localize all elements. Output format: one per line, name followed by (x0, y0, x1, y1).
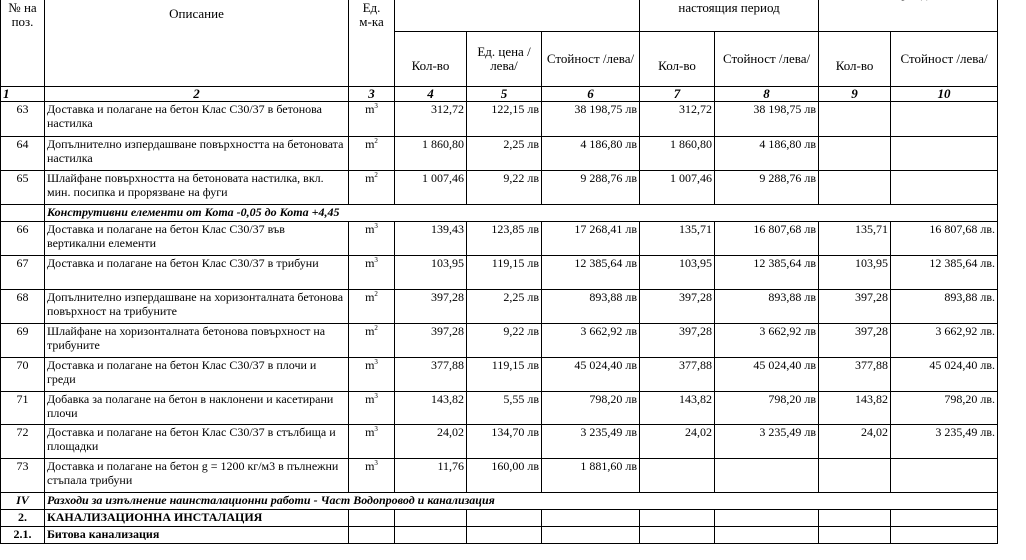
column-number: 6 (542, 87, 640, 102)
quantity-period-cell: 135,71 (640, 222, 715, 256)
description-cell: Добавка за полагане на бетон в наклонени и касетирани плочи (45, 392, 349, 425)
value-cumulative-cell (891, 102, 998, 137)
position-cell: 68 (1, 290, 45, 324)
unit-cell: $m^3$ (349, 102, 395, 137)
value-period-cell (715, 459, 819, 493)
value-cumulative-cell (891, 137, 998, 171)
quantity-period-cell: 1 007,46 (640, 171, 715, 205)
header-value-period: Стойност /лева/ (715, 32, 819, 87)
quantity-cell: 143,82 (395, 392, 467, 425)
value-cumulative-cell: 45 024,40 лв. (891, 358, 998, 392)
quantity-cell: 24,02 (395, 425, 467, 459)
empty-cell (819, 527, 891, 544)
empty-cell (715, 527, 819, 544)
quantity-cell: 312,72 (395, 102, 467, 137)
value-period-cell: 4 186,80 лв (715, 137, 819, 171)
quantity-cumulative-cell (819, 459, 891, 493)
quantity-cumulative-cell (819, 171, 891, 205)
quantity-cumulative-cell: 135,71 (819, 222, 891, 256)
value-period-cell: 3 235,49 лв (715, 425, 819, 459)
value-cell: 1 881,60 лв (542, 459, 640, 493)
table-row (1, 358, 998, 392)
quantity-period-cell: 24,02 (640, 425, 715, 459)
position-cell: 66 (1, 222, 45, 256)
description-cell: Доставка и полагане на бетон g = 1200 кг/м3 в пълнежни стъпала трибуни (45, 459, 349, 493)
part-iv-row (1, 493, 998, 510)
header-pos: № на поз. (1, 0, 45, 87)
subsection-2-row-number: 2. (1, 510, 45, 527)
unit-cell: $m^2$ (349, 137, 395, 171)
value-cumulative-cell: 12 385,64 лв. (891, 256, 998, 290)
unit-price-cell: 134,70 лв (467, 425, 542, 459)
empty-cell (640, 527, 715, 544)
header-row-top (1, 0, 998, 32)
section-pos-cell (1, 205, 45, 222)
column-number: 5 (467, 87, 542, 102)
unit-price-cell: 119,15 лв (467, 358, 542, 392)
header-value: Стойност /лева/ (542, 32, 640, 87)
value-period-cell: 893,88 лв (715, 290, 819, 324)
value-cell: 4 186,80 лв (542, 137, 640, 171)
header-value-cumulative: Стойност /лева/ (891, 32, 998, 87)
quantity-cell: 139,43 (395, 222, 467, 256)
empty-cell (395, 510, 467, 527)
quantity-cell: 11,76 (395, 459, 467, 493)
empty-cell (467, 527, 542, 544)
quantity-cumulative-cell: 143,82 (819, 392, 891, 425)
position-cell: 69 (1, 324, 45, 358)
table-row (1, 425, 998, 459)
value-cell: 17 268,41 лв (542, 222, 640, 256)
quantity-cumulative-cell (819, 137, 891, 171)
value-cell: 893,88 лв (542, 290, 640, 324)
unit-price-cell: 9,22 лв (467, 324, 542, 358)
quantity-cell: 1 860,80 (395, 137, 467, 171)
description-cell: Допълнително изпердашване на хоризонталната бетонова повърхност на трибуните (45, 290, 349, 324)
position-cell: 72 (1, 425, 45, 459)
column-number: 10 (891, 87, 998, 102)
value-cumulative-cell (891, 459, 998, 493)
section-row (1, 205, 998, 222)
unit-cell: $m^2$ (349, 171, 395, 205)
unit-cell: $m^3$ (349, 459, 395, 493)
unit-price-cell: 123,85 лв (467, 222, 542, 256)
value-period-cell: 798,20 лв (715, 392, 819, 425)
quantity-cumulative-cell: 397,28 (819, 324, 891, 358)
quantity-period-cell: 397,28 (640, 324, 715, 358)
header-contract-group (395, 0, 640, 32)
unit-price-cell: 9,22 лв (467, 171, 542, 205)
description-cell: Допълнително изпердашване повърхността на бетоновата настилка (45, 137, 349, 171)
quantity-period-cell: 312,72 (640, 102, 715, 137)
value-cumulative-cell: 798,20 лв. (891, 392, 998, 425)
position-cell: 64 (1, 137, 45, 171)
empty-cell (542, 510, 640, 527)
header-qty-period: Кол-во (640, 32, 715, 87)
column-number: 4 (395, 87, 467, 102)
empty-cell (715, 510, 819, 527)
quantity-cell: 397,28 (395, 290, 467, 324)
subsection-2-1-row-number: 2.1. (1, 527, 45, 544)
empty-cell (349, 527, 395, 544)
unit-price-cell: 5,55 лв (467, 392, 542, 425)
table-row (1, 324, 998, 358)
value-cell: 12 385,64 лв (542, 256, 640, 290)
empty-cell (542, 527, 640, 544)
value-period-cell: 38 198,75 лв (715, 102, 819, 137)
unit-cell: $m^2$ (349, 290, 395, 324)
column-number: 3 (349, 87, 395, 102)
table-row (1, 102, 998, 137)
subsection-2-1-row (1, 527, 998, 544)
part-iv-row-title: Разходи за изпълнение наинсталационни работи - Част Водопровод и канализация (45, 493, 998, 510)
quantity-cumulative-cell: 24,02 (819, 425, 891, 459)
position-cell: 73 (1, 459, 45, 493)
column-number: 2 (45, 87, 349, 102)
value-cell: 3 662,92 лв (542, 324, 640, 358)
table-row (1, 392, 998, 425)
description-cell: Доставка и полагане на бетон Клас С30/37 в стълбища и площадки (45, 425, 349, 459)
position-cell: 65 (1, 171, 45, 205)
quantity-cumulative-cell: 103,95 (819, 256, 891, 290)
empty-cell (395, 527, 467, 544)
column-number: 8 (715, 87, 819, 102)
description-cell: Доставка и полагане на бетон Клас С30/37 в бетонова настилка (45, 102, 349, 137)
subsection-2-1-row-title: Битова канализация (45, 527, 349, 544)
unit-price-cell: 2,25 лв (467, 137, 542, 171)
empty-cell (891, 510, 998, 527)
empty-cell (349, 510, 395, 527)
description-cell: Шлайфане на хоризонталната бетонова повърхност на трибуните (45, 324, 349, 358)
quantity-cell: 1 007,46 (395, 171, 467, 205)
value-cell: 3 235,49 лв (542, 425, 640, 459)
unit-price-cell: 160,00 лв (467, 459, 542, 493)
table-row (1, 137, 998, 171)
table-row (1, 290, 998, 324)
part-iv-row-number: IV (1, 493, 45, 510)
table-row (1, 256, 998, 290)
quantity-cell: 397,28 (395, 324, 467, 358)
subsection-2-row-title: КАНАЛИЗАЦИОННА ИНСТАЛАЦИЯ (45, 510, 349, 527)
header-qty-cumulative: Кол-во (819, 32, 891, 87)
column-number: 1 (1, 87, 45, 102)
value-cell: 798,20 лв (542, 392, 640, 425)
description-cell: Доставка и полагане на бетон Клас С30/37 във вертикални елементи (45, 222, 349, 256)
empty-cell (819, 510, 891, 527)
unit-price-cell: 2,25 лв (467, 290, 542, 324)
unit-cell: $m^2$ (349, 324, 395, 358)
value-period-cell: 3 662,92 лв (715, 324, 819, 358)
header-qty: Кол-во (395, 32, 467, 87)
quantity-cumulative-cell (819, 102, 891, 137)
column-number: 9 (819, 87, 891, 102)
position-cell: 67 (1, 256, 45, 290)
value-period-cell: 9 288,76 лв (715, 171, 819, 205)
quantity-period-cell: 377,88 (640, 358, 715, 392)
section-title: Конструтивни елементи от Кота -0,05 до Кота +4,45 (45, 205, 998, 222)
unit-cell: $m^3$ (349, 425, 395, 459)
value-cell: 9 288,76 лв (542, 171, 640, 205)
unit-cell: $m^3$ (349, 222, 395, 256)
quantity-period-cell: 103,95 (640, 256, 715, 290)
empty-cell (640, 510, 715, 527)
header-unit-price: Ед. цена /лева/ (467, 32, 542, 87)
description-cell: Доставка и полагане на бетон Клас С30/37 в плочи и греди (45, 358, 349, 392)
quantity-period-cell: 397,28 (640, 290, 715, 324)
value-cumulative-cell: 3 235,49 лв. (891, 425, 998, 459)
header-period (819, 0, 998, 32)
value-cell: 38 198,75 лв (542, 102, 640, 137)
header-current-period: настоящия период (640, 0, 819, 32)
value-cell: 45 024,40 лв (542, 358, 640, 392)
empty-cell (467, 510, 542, 527)
header-description: Описание (45, 0, 349, 87)
value-period-cell: 16 807,68 лв (715, 222, 819, 256)
table-row (1, 222, 998, 256)
unit-price-cell: 122,15 лв (467, 102, 542, 137)
quantity-period-cell (640, 459, 715, 493)
subsection-2-row (1, 510, 998, 527)
value-period-cell: 45 024,40 лв (715, 358, 819, 392)
value-cumulative-cell: 893,88 лв. (891, 290, 998, 324)
value-period-cell: 12 385,64 лв (715, 256, 819, 290)
quantity-cell: 377,88 (395, 358, 467, 392)
unit-cell: $m^3$ (349, 392, 395, 425)
table-row (1, 171, 998, 205)
value-cumulative-cell: 16 807,68 лв. (891, 222, 998, 256)
value-cumulative-cell: 3 662,92 лв. (891, 324, 998, 358)
position-cell: 71 (1, 392, 45, 425)
quantity-cell: 103,95 (395, 256, 467, 290)
quantity-period-cell: 143,82 (640, 392, 715, 425)
quantity-cumulative-cell: 377,88 (819, 358, 891, 392)
column-numbers-row (1, 87, 998, 102)
unit-price-cell: 119,15 лв (467, 256, 542, 290)
quantity-cumulative-cell: 397,28 (819, 290, 891, 324)
empty-cell (891, 527, 998, 544)
unit-cell: $m^3$ (349, 358, 395, 392)
value-cumulative-cell (891, 171, 998, 205)
header-unit: Ед. м-ка (349, 0, 395, 87)
column-number: 7 (640, 87, 715, 102)
unit-cell: $m^3$ (349, 256, 395, 290)
position-cell: 70 (1, 358, 45, 392)
quantity-period-cell: 1 860,80 (640, 137, 715, 171)
description-cell: Шлайфане повърхността на бетоновата настилка, вкл. мин. посипка и прорязване на фуги (45, 171, 349, 205)
table-row (1, 459, 998, 493)
position-cell: 63 (1, 102, 45, 137)
description-cell: Доставка и полагане на бетон Клас С30/37 в трибуни (45, 256, 349, 290)
